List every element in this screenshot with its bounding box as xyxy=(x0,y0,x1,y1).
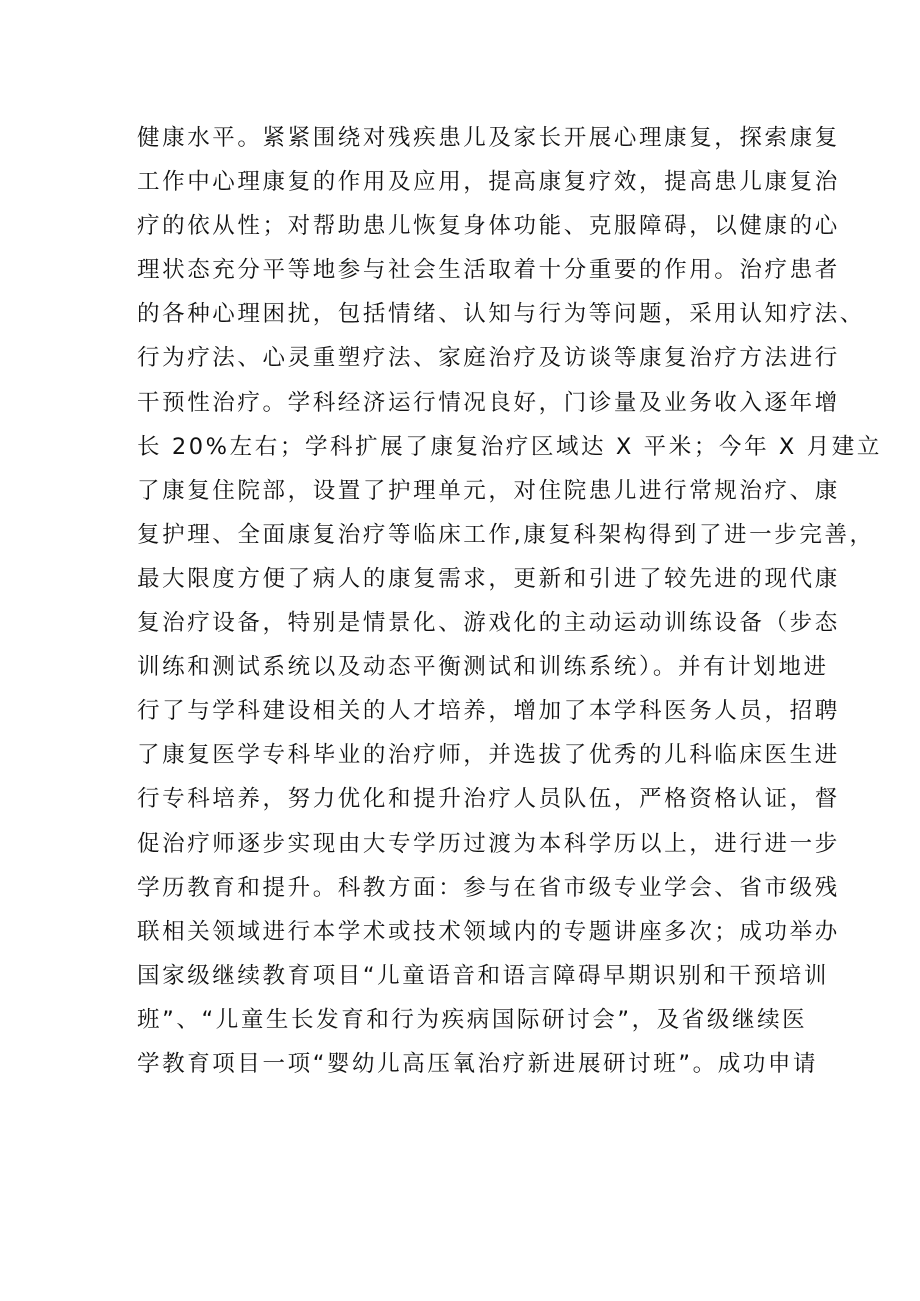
text-line: 健康水平。紧紧围绕对残疾患儿及家长开展心理康复，探索康复 xyxy=(137,125,840,151)
text-line: 学历教育和提升。科教方面：参与在省市级专业学会、省市级残 xyxy=(137,874,840,901)
text-line: 长 20%左右；学科扩展了康复治疗区域达 X 平米；今年 X 月建立 xyxy=(137,433,882,460)
text-line: 复护理、全面康复治疗等临床工作,康复科架构得到了进一步完善， xyxy=(137,521,875,548)
text-line: 联相关领域进行本学术或技术领域内的专题讲座多次；成功举办 xyxy=(137,918,840,945)
text-line: 训练和测试系统以及动态平衡测试和训练系统）。并有计划地进 xyxy=(137,654,829,681)
text-line: 国家级继续教育项目“儿童语音和语言障碍早期识别和干预培训 xyxy=(137,962,829,989)
text-line: 了康复住院部，设置了护理单元，对住院患儿进行常规治疗、康 xyxy=(137,477,840,504)
text-line: 行了与学科建设相关的人才培养，增加了本学科医务人员，招聘 xyxy=(137,698,840,725)
text-line: 行为疗法、心灵重塑疗法、家庭治疗及访谈等康复治疗方法进行 xyxy=(137,345,840,372)
text-line: 的各种心理困扰，包括情绪、认知与行为等问题，采用认知疗法、 xyxy=(137,301,865,328)
text-line: 复治疗设备，特别是情景化、游戏化的主动运动训练设备（步态 xyxy=(137,610,840,637)
text-line: 促治疗师逐步实现由大专学历过渡为本科学历以上，进行进一步 xyxy=(137,830,840,857)
text-line: 干预性治疗。学科经济运行情况良好，门诊量及业务收入逐年增 xyxy=(137,389,840,416)
text-line: 工作中心理康复的作用及应用，提高康复疗效，提高患儿康复治 xyxy=(137,169,840,196)
text-line: 学教育项目一项“婴幼儿高压氧治疗新进展研讨班”。成功申请 xyxy=(137,1050,819,1077)
text-line: 班”、“儿童生长发育和行为疾病国际研讨会”，及省级继续医 xyxy=(137,1006,808,1033)
text-line: 疗的依从性；对帮助患儿恢复身体功能、克服障碍，以健康的心 xyxy=(137,213,840,240)
text-line: 行专科培养，努力优化和提升治疗人员队伍，严格资格认证，督 xyxy=(137,786,840,813)
text-line: 了康复医学专科毕业的治疗师，并选拔了优秀的儿科临床医生进 xyxy=(137,742,840,769)
text-line: 理状态充分平等地参与社会生活取着十分重要的作用。治疗患者 xyxy=(137,257,840,284)
body-paragraph xyxy=(137,116,882,1086)
text-line: 最大限度方便了病人的康复需求，更新和引进了较先进的现代康 xyxy=(137,565,840,592)
